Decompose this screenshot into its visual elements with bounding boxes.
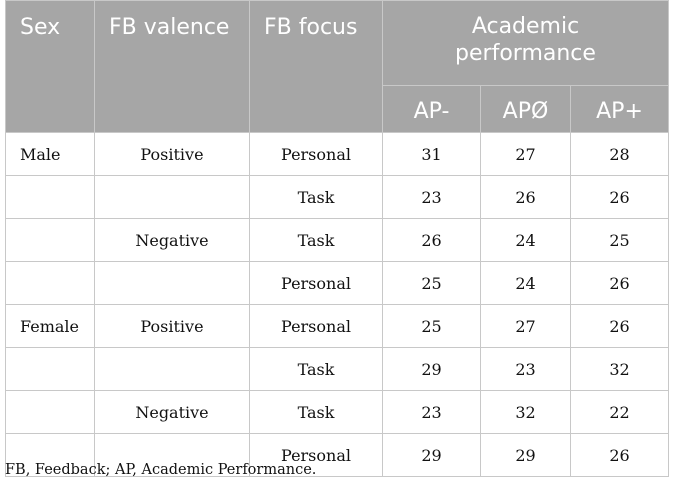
header-academic-performance-line2: performance <box>455 41 596 66</box>
cell-ap-zero: 24 <box>481 262 571 305</box>
data-table-container <box>5 0 668 477</box>
cell-valence: Positive <box>95 305 250 348</box>
header-academic-performance-line1: Academic <box>471 14 580 39</box>
table-footnote: FB, Feedback; AP, Academic Performance. <box>5 462 317 478</box>
table-header <box>6 1 669 133</box>
cell-sex: Male <box>6 133 95 176</box>
header-fb-valence: FB valence <box>95 1 250 133</box>
cell-sex <box>6 219 95 262</box>
cell-ap-zero: 32 <box>481 391 571 434</box>
cell-ap-zero: 29 <box>481 434 571 477</box>
cell-ap-minus: 23 <box>383 391 481 434</box>
cell-sex <box>6 262 95 305</box>
cell-focus: Task <box>250 391 383 434</box>
cell-sex <box>6 176 95 219</box>
cell-valence <box>95 348 250 391</box>
header-fb-focus: FB focus <box>250 1 383 133</box>
cell-ap-plus: 25 <box>571 219 669 262</box>
cell-valence <box>95 262 250 305</box>
cell-ap-zero: 23 <box>481 348 571 391</box>
cell-ap-plus: 26 <box>571 434 669 477</box>
table-body <box>6 133 669 477</box>
table-row <box>6 305 669 348</box>
table-row <box>6 133 669 176</box>
cell-sex <box>6 348 95 391</box>
table-row <box>6 219 669 262</box>
header-ap-minus: AP- <box>383 86 481 133</box>
table-row <box>6 262 669 305</box>
cell-ap-minus: 29 <box>383 348 481 391</box>
cell-ap-minus: 25 <box>383 262 481 305</box>
cell-ap-minus: 25 <box>383 305 481 348</box>
cell-valence <box>95 176 250 219</box>
cell-focus: Personal <box>250 305 383 348</box>
cell-ap-plus: 22 <box>571 391 669 434</box>
cell-ap-zero: 24 <box>481 219 571 262</box>
cell-ap-minus: 26 <box>383 219 481 262</box>
cell-ap-minus: 23 <box>383 176 481 219</box>
cell-focus: Task <box>250 219 383 262</box>
table-row <box>6 391 669 434</box>
data-table <box>5 0 669 477</box>
table-row <box>6 176 669 219</box>
cell-sex <box>6 391 95 434</box>
cell-focus: Task <box>250 176 383 219</box>
header-ap-plus: AP+ <box>571 86 669 133</box>
cell-valence: Positive <box>95 133 250 176</box>
cell-ap-plus: 32 <box>571 348 669 391</box>
cell-ap-plus: 28 <box>571 133 669 176</box>
header-ap-zero: APØ <box>481 86 571 133</box>
cell-ap-minus: 31 <box>383 133 481 176</box>
cell-ap-plus: 26 <box>571 305 669 348</box>
cell-ap-plus: 26 <box>571 176 669 219</box>
header-academic-performance <box>383 1 669 86</box>
cell-ap-zero: 27 <box>481 305 571 348</box>
cell-focus: Personal <box>250 434 383 477</box>
cell-ap-minus: 29 <box>383 434 481 477</box>
cell-valence: Negative <box>95 219 250 262</box>
header-sex: Sex <box>6 1 95 133</box>
cell-ap-zero: 27 <box>481 133 571 176</box>
cell-focus: Personal <box>250 133 383 176</box>
cell-sex: Female <box>6 305 95 348</box>
cell-ap-plus: 26 <box>571 262 669 305</box>
cell-focus: Personal <box>250 262 383 305</box>
table-row <box>6 348 669 391</box>
cell-ap-zero: 26 <box>481 176 571 219</box>
cell-valence: Negative <box>95 391 250 434</box>
cell-focus: Task <box>250 348 383 391</box>
